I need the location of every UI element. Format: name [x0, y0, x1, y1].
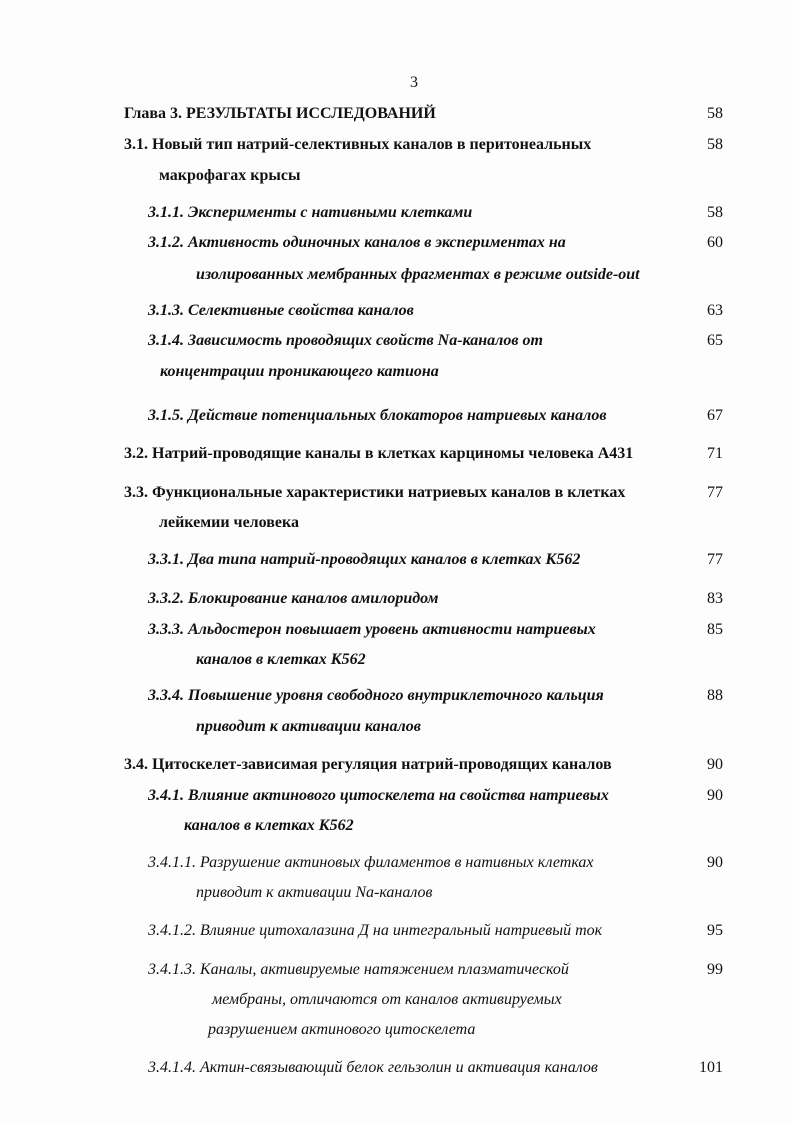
toc-entry-text-cont: приводит к активации каналов [196, 718, 421, 735]
toc-entry-text: 3.1. Новый тип натрий-селективных каналов в перитонеальных [124, 136, 592, 153]
toc-entry-text-cont: лейкемии человека [159, 514, 299, 531]
toc-entry-text: 3.1.1. Эксперименты с нативными клетками [148, 204, 473, 221]
toc-entry-text: 3.4.1.3. Каналы, активируемые натяжением плазматической [148, 961, 569, 978]
toc-entry-text-cont: концентрации проникающего катиона [160, 363, 439, 380]
toc-entry-text-cont: каналов в клетках К562 [196, 651, 366, 668]
toc-page-number: 58 [707, 136, 723, 153]
toc-page-number: 71 [707, 445, 723, 462]
toc-entry-text: 3.3.1. Два типа натрий-проводящих каналов в клетках К562 [148, 551, 581, 568]
toc-page-number: 58 [707, 204, 723, 221]
toc-entry-text: 3.3.2. Блокирование каналов амилоридом [148, 590, 439, 607]
toc-entry-text: 3.1.4. Зависимость проводящих свойств Na-каналов от [148, 332, 543, 349]
toc-entry-text: 3.4.1.2. Влияние цитохалазина Д на интегральный натриевый ток [148, 922, 603, 939]
toc-entry-text-cont: приводит к активации Na-каналов [196, 884, 433, 901]
toc-entry-text: 3.4. Цитоскелет-зависимая регуляция натрий-проводящих каналов [124, 756, 612, 773]
toc-page-number: 67 [707, 407, 723, 424]
toc-entry-text: 3.3.4. Повышение уровня свободного внутриклеточного кальция [148, 687, 604, 704]
toc-entry-text: 3.4.1.4. Актин-связывающий белок гельзолин и активация каналов [148, 1059, 598, 1076]
toc-page-number: 77 [707, 484, 723, 501]
toc-entry-text: 3.4.1.1. Разрушение актиновых филаментов в нативных клетках [148, 854, 594, 871]
toc-page-number: 77 [707, 551, 723, 568]
toc-page-number: 83 [707, 590, 723, 607]
toc-page-number: 58 [707, 105, 723, 122]
toc-page-number: 88 [707, 687, 723, 704]
toc-entry-text: 3.3. Функциональные характеристики натриевых каналов в клетках [124, 484, 626, 501]
toc-page-number: 90 [707, 854, 723, 871]
page-number: 3 [410, 74, 418, 91]
toc-entry-text-cont: изолированных мембранных фрагментах в режиме outside-out [196, 266, 640, 283]
toc-page-number: 101 [699, 1059, 723, 1076]
toc-entry-text-cont: макрофагах крысы [159, 167, 301, 184]
toc-page-number: 60 [707, 234, 723, 251]
toc-entry-text-cont: каналов в клетках К562 [184, 817, 354, 834]
toc-entry-text: Глава 3. РЕЗУЛЬТАТЫ ИССЛЕДОВАНИЙ [124, 105, 436, 122]
toc-entry-text: 3.1.2. Активность одиночных каналов в экспериментах на [148, 234, 566, 251]
toc-entry-text-cont: разрушением актинового цитоскелета [208, 1021, 476, 1038]
toc-page-number: 63 [707, 302, 723, 319]
toc-page-number: 95 [707, 922, 723, 939]
toc-entry-text: 3.4.1. Влияние актинового цитоскелета на свойства натриевых [148, 787, 609, 804]
toc-entry-text: 3.2. Натрий-проводящие каналы в клетках карциномы человека А431 [124, 445, 634, 462]
toc-entry-text: 3.1.3. Селективные свойства каналов [148, 302, 414, 319]
toc-entry-text: 3.1.5. Действие потенциальных блокаторов натриевых каналов [148, 407, 607, 424]
toc-page-number: 85 [707, 621, 723, 638]
toc-page-number: 99 [707, 961, 723, 978]
toc-page-number: 90 [707, 756, 723, 773]
toc-entry-text-cont: мембраны, отличаются от каналов активируемых [212, 991, 562, 1008]
toc-entry-text: 3.3.3. Альдостерон повышает уровень активности натриевых [148, 621, 596, 638]
toc-page-number: 65 [707, 332, 723, 349]
toc-page-number: 90 [707, 787, 723, 804]
